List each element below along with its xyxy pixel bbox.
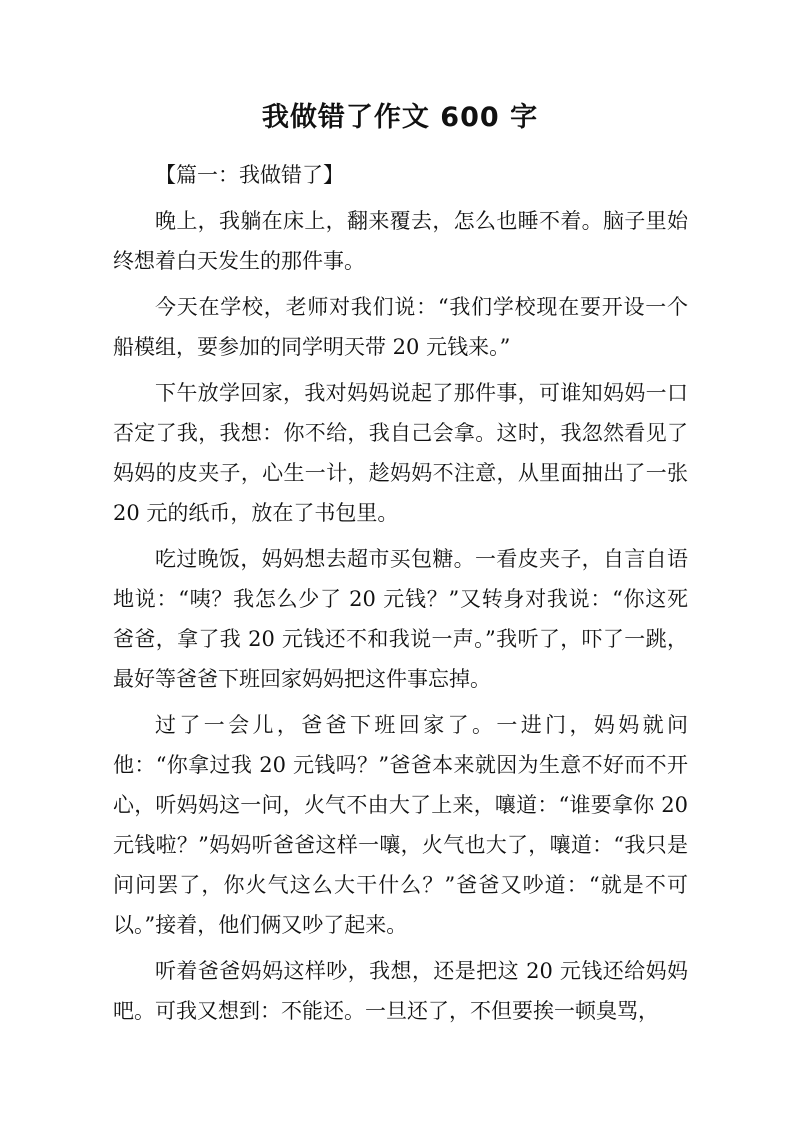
document-title: 我做错了作文 600 字 <box>261 102 539 133</box>
paragraph: 吃过晚饭，妈妈想去超市买包糖。一看皮夹子，自言自语地说：“咦？我怎么少了 20 元钱？”又转身对我说：“你这死爸爸，拿了我 20 元钱还不和我说一声。”我听了，吓了一跳，最好等爸爸下班回家妈妈把这件事忘掉。 <box>113 547 688 691</box>
section-heading: 【篇一：我做错了】 <box>155 163 344 187</box>
paragraph: 下午放学回家，我对妈妈说起了那件事，可谁知妈妈一口否定了我，我想：你不给，我自己会拿。这时，我忽然看见了妈妈的皮夹子，心生一计，趁妈妈不注意，从里面抽出了一张 20 元的纸币，放在了书包里。 <box>113 381 688 525</box>
document-body <box>113 155 688 1031</box>
paragraph: 今天在学校，老师对我们说：“我们学校现在要开设一个船模组，要参加的同学明天带 20 元钱来。” <box>113 295 688 359</box>
paragraph: 过了一会儿，爸爸下班回家了。一进门，妈妈就问他：“你拿过我 20 元钱吗？”爸爸本来就因为生意不好而不开心，听妈妈这一问，火气不由大了上来，嚷道：“谁要拿你 20 元钱啦？”妈妈听爸爸这样一嚷，火气也大了，嚷道：“我只是问问罢了，你火气这么大干什么？”爸爸又吵道：“就是不可以。”接着，他们俩又吵了起来。 <box>113 713 688 937</box>
paragraph: 晚上，我躺在床上，翻来覆去，怎么也睡不着。脑子里始终想着白天发生的那件事。 <box>113 209 688 273</box>
paragraph: 听着爸爸妈妈这样吵，我想，还是把这 20 元钱还给妈妈吧。可我又想到：不能还。一旦还了，不但要挨一顿臭骂， <box>113 959 688 1023</box>
